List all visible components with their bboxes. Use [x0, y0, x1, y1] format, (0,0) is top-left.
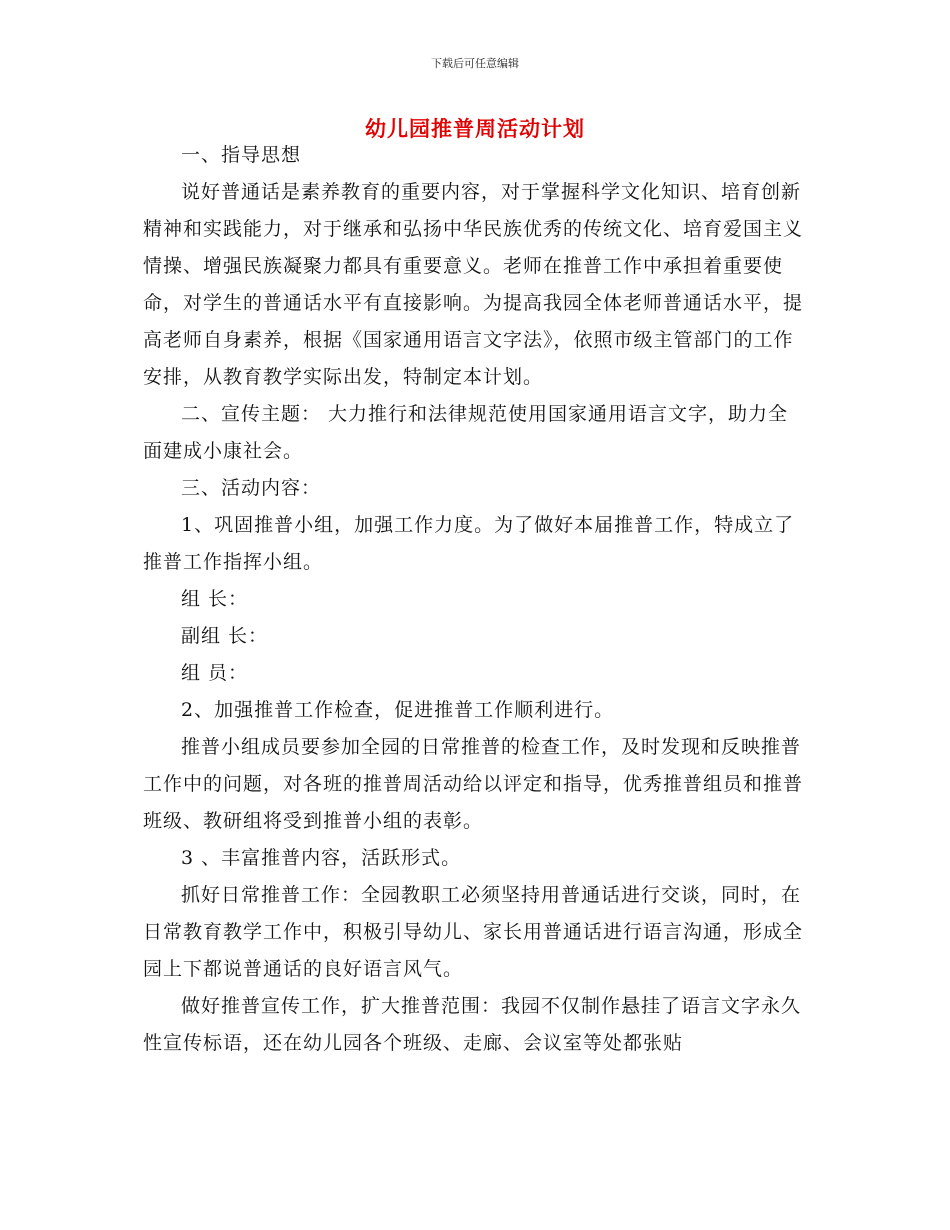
- paragraph-item-2: 2、加强推普工作检查，促进推普工作顺利进行。: [181, 699, 615, 721]
- document-body: [143, 137, 808, 1062]
- group-leader-line: 组 长：: [181, 588, 249, 610]
- page-header-note: 下载后可任意编辑: [431, 57, 519, 70]
- paragraph-guiding-ideology: 说好普通话是素养教育的重要内容，对于掌握科学文化知识、培育创新精神和实践能力，对于继承和弘扬中华民族优秀的传统文化、培育爱国主义情操、增强民族凝聚力都具有重要意义。老师在推普工作中承担着重要使命，对学生的普通话水平有直接影响。为提高我园全体老师普通话水平，提高老师自身素养，根据《国家通用语言文字法》，依照市级主管部门的工作安排，从教育教学实际出发，特制定本计划。: [143, 181, 804, 388]
- paragraph-item-3: 3 、丰富推普内容，活跃形式。: [181, 847, 462, 869]
- paragraph-publicity-theme: 二、宣传主题： 大力推行和法律规范使用国家通用语言文字，助力全面建成小康社会。: [143, 403, 789, 462]
- paragraph-daily-work: 抓好日常推普工作：全园教职工必须坚持用普通话进行交谈，同时，在日常教育教学工作中，积极引导幼儿、家长用普通话进行语言沟通，形成全园上下都说普通话的良好语言风气。: [143, 884, 804, 980]
- section-heading-activities: 三、活动内容：: [181, 477, 322, 499]
- group-members-line: 组 员：: [181, 662, 249, 684]
- paragraph-item-1: 1、巩固推普小组，加强工作力度。为了做好本届推普工作，特成立了推普工作指挥小组。: [143, 514, 795, 573]
- document-title: 幼儿园推普周活动计划: [365, 116, 585, 141]
- section-heading-guiding-ideology: 一、指导思想: [181, 144, 302, 166]
- paragraph-inspection: 推普小组成员要参加全园的日常推普的检查工作，及时发现和反映推普工作中的问题，对各班的推普周活动给以评定和指导，优秀推普组员和推普班级、教研组将受到推普小组的表彰。: [143, 736, 804, 832]
- paragraph-publicity-work: 做好推普宣传工作，扩大推普范围：我园不仅制作悬挂了语言文字永久性宣传标语，还在幼儿园各个班级、走廊、会议室等处都张贴: [143, 995, 802, 1054]
- deputy-leader-line: 副组 长：: [181, 625, 269, 647]
